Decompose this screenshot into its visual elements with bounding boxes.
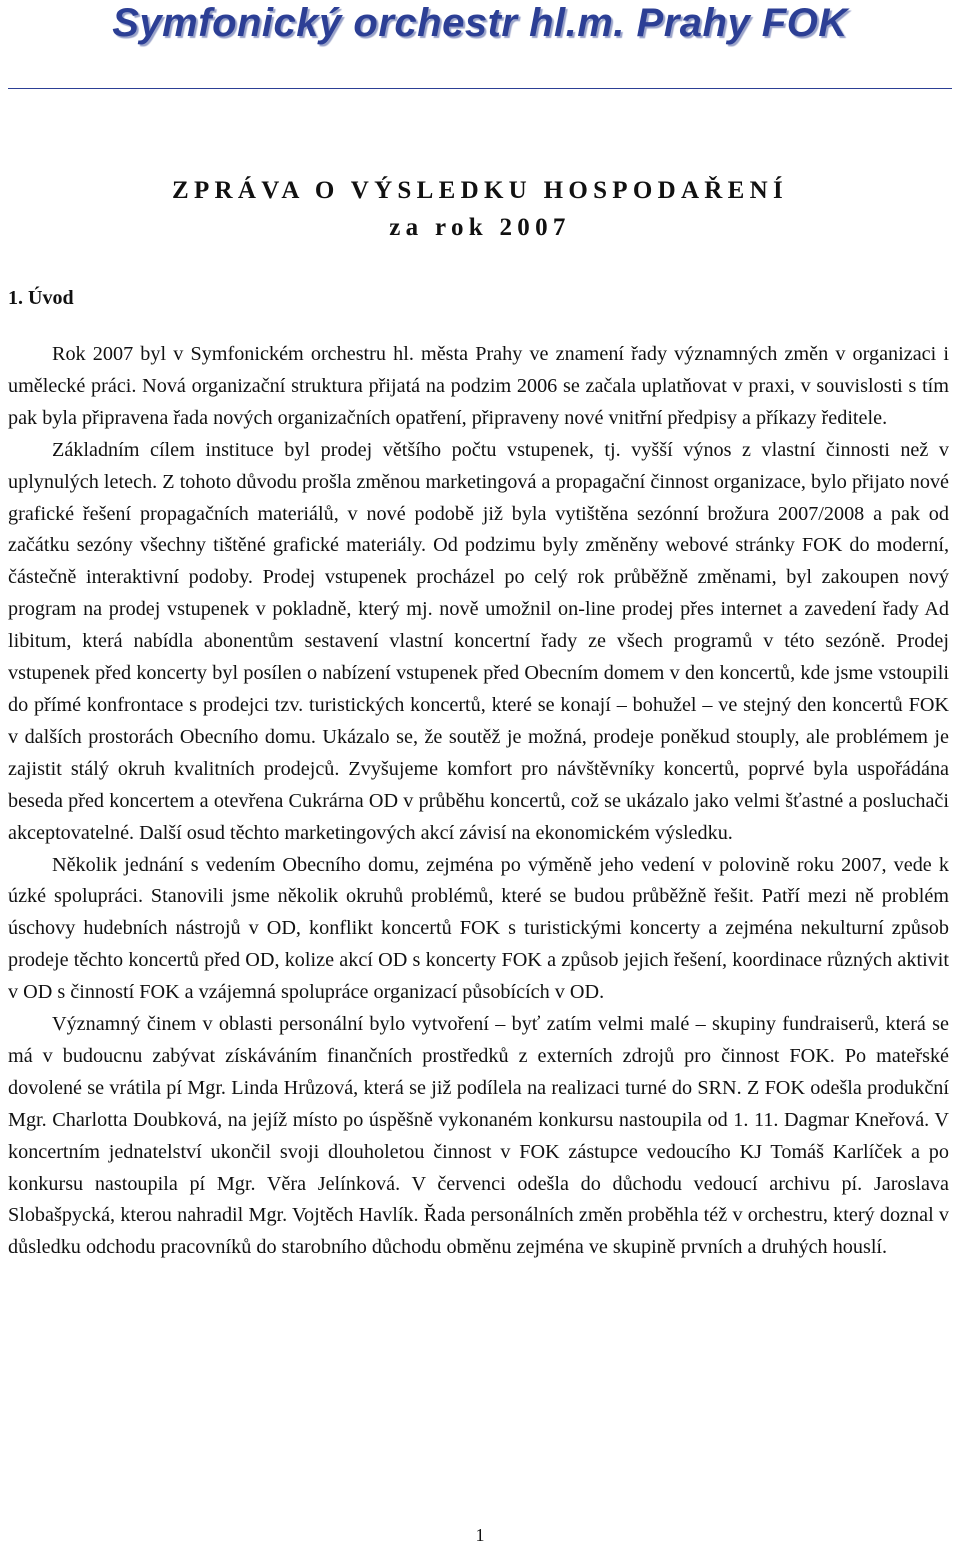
header-title: Symfonický orchestr hl.m. Prahy FOK	[112, 1, 848, 45]
section-heading: 1. Úvod	[8, 287, 74, 309]
body-text	[8, 339, 949, 1264]
page-number: 1	[475, 1525, 485, 1545]
paragraph: Rok 2007 byl v Symfonickém orchestru hl. města Prahy ve znamení řady významných změn v organizaci i umělecké práci. Nová organizační struktura přijatá na podzim 2006 se začala uplatňovat v praxi, v souvislosti s tím pak byla připravena řada nových organizačních opatření, připraveny nové vnitřní předpisy a příkazy ředitele.	[8, 343, 949, 429]
document-subtitle: za rok 2007	[389, 214, 571, 241]
paragraph: Významný činem v oblasti personální bylo vytvoření – byť zatím velmi malé – skupiny fundraiserů, která se má v budoucnu zabývat získáváním finančních prostředků z externích zdrojů pro činnost FOK. Po mateřské dovolené se vrátila pí Mgr. Linda Hrůzová, která se již podílela na realizaci turné do SRN. Z FOK odešla produkční Mgr. Charlotta Doubková, na jejíž místo po úspěšně vykonaném konkursu nastoupila od 1. 11. Dagmar Kneřová. V koncertním jednatelství ukončil svoji dlouholetou činnost v FOK zástupce vedoucího KJ Tomáš Karlíček a po konkursu nastoupila pí Mgr. Věra Jelínková. V červenci odešla do důchodu vedoucí archivu pí. Jaroslava Slobašpycká, kterou nahradil Mgr. Vojtěch Havlík. Řada personálních změn proběhla též v orchestru, který doznal v důsledku odchodu pracovníků do starobního důchodu obměnu zejména ve skupině prvních a druhých houslí.	[8, 1013, 949, 1259]
document-title: ZPRÁVA O VÝSLEDKU HOSPODAŘENÍ	[171, 177, 789, 204]
header-rule	[8, 88, 952, 89]
paragraph: Základním cílem instituce byl prodej většího počtu vstupenek, tj. vyšší výnos z vlastní činnosti než v uplynulých letech. Z tohoto důvodu prošla změnou marketingová a propagační činnost organizace, bylo přijato nové grafické řešení propagačních materiálů, v nové podobě již byla vytištěna sezónní brožura 2007/2008 a pak od začátku sezóny všechny tištěné grafické materiály. Od podzimu byly změněny webové stránky FOK do moderní, částečně interaktivní podoby. Prodej vstupenek procházel po celý rok průběžně změnami, byl zakoupen nový program na prodej vstupenek v pokladně, který mj. nově umožnil on-line prodej přes internet a zavedení řady Ad libitum, která nabídla abonentům sestavení vlastní koncertní řady ze všech programů v této sezóně. Prodej vstupenek před koncerty byl posílen o nabízení vstupenek před Obecním domem v den koncertů, kde jsme vstoupili do přímé konfrontace s prodejci tzv. turistických koncertů, které se konají – bohužel – ve stejný den koncertů FOK v dalších prostorách Obecního domu. Ukázalo se, že soutěž je možná, prodeje poněkud stouply, ale problémem je zajistit stálý okruh kvalitních prodejců. Zvyšujeme komfort pro návštěvníky koncertů, poprvé byla uspořádána beseda před koncertem a otevřena Cukrárna OD v průběhu koncertů, což se ukázalo jako velmi šťastné a posluchači akceptovatelné. Další osud těchto marketingových akcí závisí na ekonomickém výsledku.	[8, 438, 949, 844]
paragraph: Několik jednání s vedením Obecního domu, zejména po výměně jeho vedení v polovině roku 2007, vede k úzké spolupráci. Stanovili jsme několik okruhů problémů, které se budou průběžně řešit. Patří mezi ně problém úschovy hudebních nástrojů v OD, konflikt koncertů FOK s turistickými koncerty a zejména nekulturní způsob prodeje těchto koncertů před OD, kolize akcí OD s koncerty FOK a způsob jejich řešení, koordinace různých aktivit v OD s činností FOK a vzájemná spolupráce organizací působících v OD.	[8, 853, 949, 1004]
